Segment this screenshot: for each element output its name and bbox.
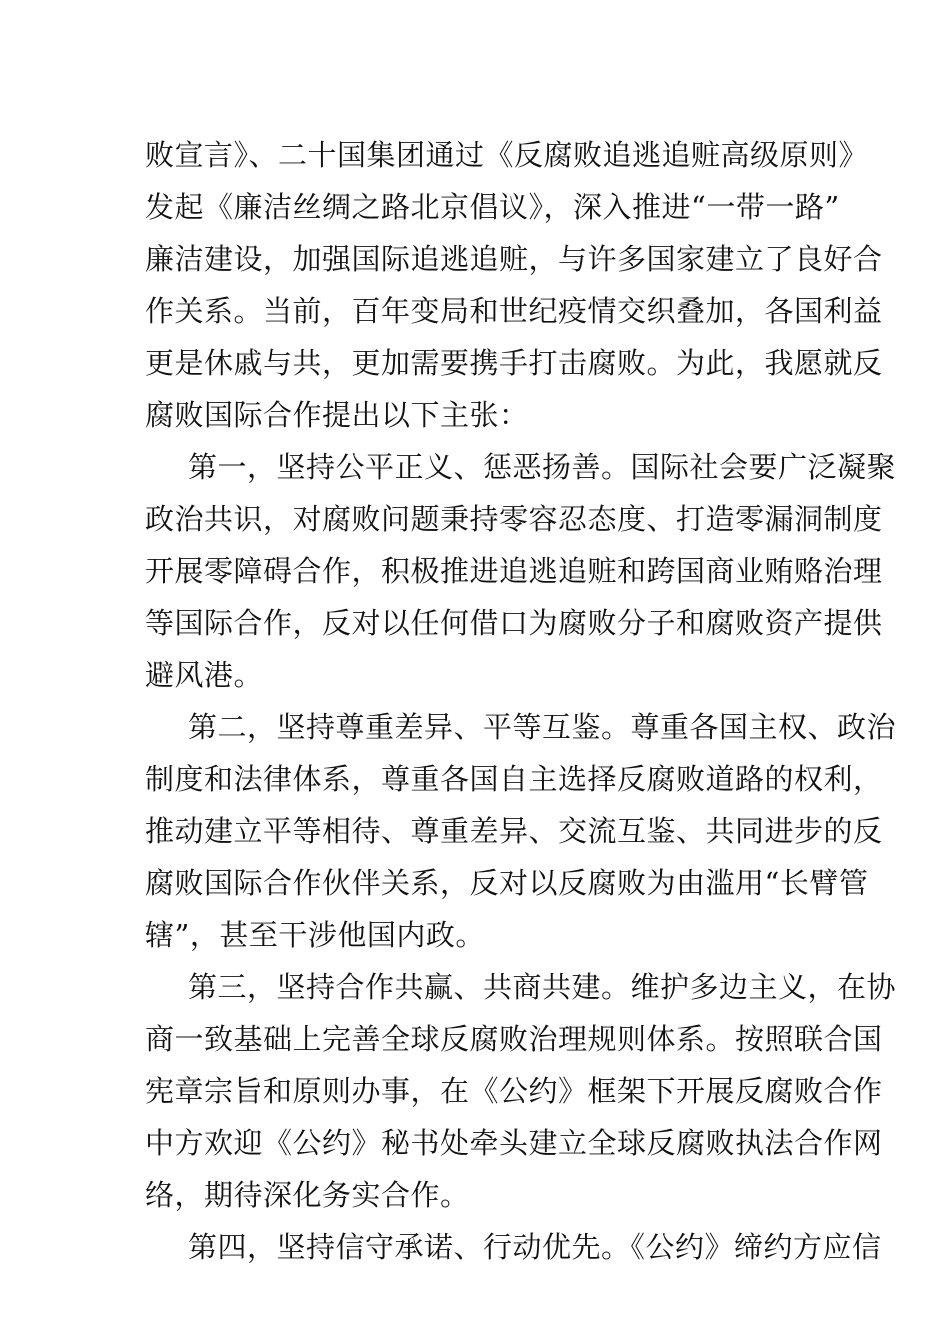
text-line: 中方欢迎《公约》秘书处牵头建立全球反腐败执法合作网 (145, 1126, 883, 1160)
text-line: 等国际合作，反对以任何借口为腐败分子和腐败资产提供 (145, 606, 883, 640)
text-line: 廉洁建设，加强国际追逃追赃，与许多国家建立了良好合 (145, 242, 883, 276)
paragraph-first-line: 第四，坚持信守承诺、行动优先。《公约》缔约方应信 (188, 1230, 882, 1264)
paragraph-first-line: 第二，坚持尊重差异、平等互鉴。尊重各国主权、政治 (188, 710, 897, 744)
text-line: 商一致基础上完善全球反腐败治理规则体系。按照联合国 (145, 1022, 883, 1056)
text-line: 政治共识，对腐败问题秉持零容忍态度、打造零漏洞制度 (145, 502, 883, 536)
text-line: 辖”，甚至干涉他国内政。 (145, 918, 485, 952)
text-line: 作关系。当前，百年变局和世纪疫情交织叠加，各国利益 (145, 294, 883, 328)
paragraph-first-line: 第三，坚持合作共赢、共商共建。维护多边主义，在协 (188, 970, 897, 1004)
paragraph-first-line: 第一，坚持公平正义、惩恶扬善。国际社会要广泛凝聚 (188, 450, 897, 484)
text-line: 腐败国际合作伙伴关系，反对以反腐败为由滥用“长臂管 (145, 866, 869, 900)
text-line: 更是休戚与共，更加需要携手打击腐败。为此，我愿就反 (145, 346, 883, 380)
text-line: 败宣言》、二十国集团通过《反腐败追逃追赃高级原则》 (145, 138, 869, 172)
text-line: 推动建立平等相待、尊重差异、交流互鉴、共同进步的反 (145, 814, 883, 848)
text-line: 发起《廉洁丝绸之路北京倡议》，深入推进“一带一路” (145, 190, 840, 224)
text-line: 开展零障碍合作，积极推进追逃追赃和跨国商业贿赂治理 (145, 554, 883, 588)
text-line: 制度和法律体系，尊重各国自主选择反腐败道路的权利， (145, 762, 883, 796)
text-line: 络，期待深化务实合作。 (145, 1178, 470, 1212)
text-line: 腐败国际合作提出以下主张： (145, 398, 529, 432)
text-line: 宪章宗旨和原则办事，在《公约》框架下开展反腐败合作 (145, 1074, 883, 1108)
text-line: 避风港。 (145, 658, 264, 692)
